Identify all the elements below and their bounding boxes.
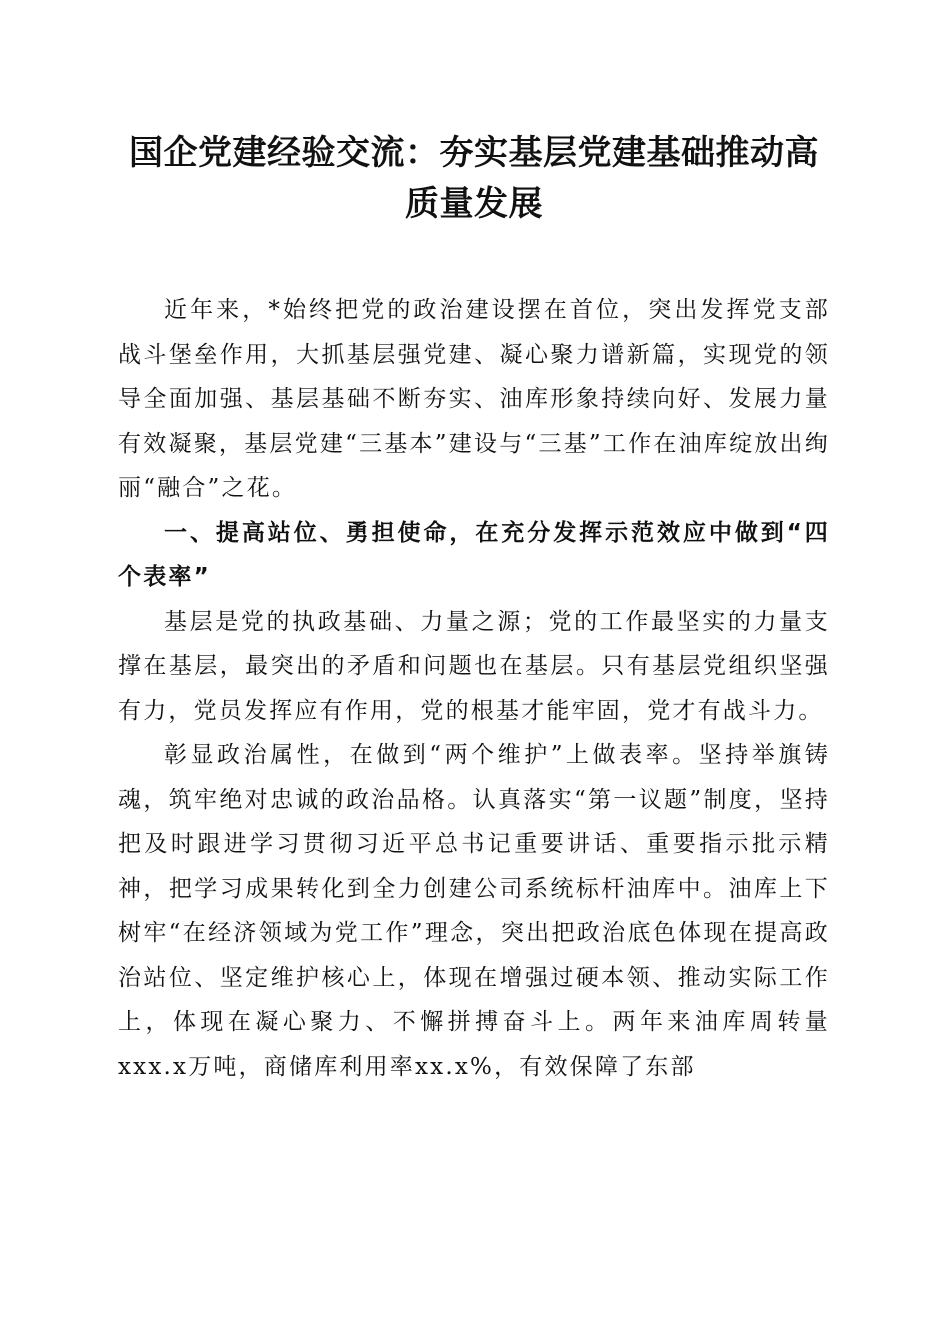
- intro-paragraph: 近年来，*始终把党的政治建设摆在首位，突出发挥党支部战斗堡垒作用，大抓基层强党建、凝心聚力谱新篇，实现党的领导全面加强、基层基础不断夯实、油库形象持续向好、发展力量有效凝聚，基层党建“三基本”建设与“三基”工作在油库绽放出绚丽“融合”之花。: [118, 297, 830, 501]
- document-content: [118, 128, 830, 1089]
- body-paragraph: 彰显政治属性，在做到“两个维护”上做表率。坚持举旗铸魂，筑牢绝对忠诚的政治品格。认真落实“第一议题”制度，坚持把及时跟进学习贯彻习近平总书记重要讲话、重要指示批示精神，把学习成果转化到全力创建公司系统标杆油库中。油库上下树牢“在经济领域为党工作”理念，突出把政治底色体现在提高政治站位、坚定维护核心上，体现在增强过硬本领、推动实际工作上，体现在凝心聚力、不懈拼搏奋斗上。两年来油库周转量xxx.x万吨，商储库利用率xx.x%，有效保障了东部: [118, 742, 830, 1080]
- body-paragraph: 基层是党的执政基础、力量之源；党的工作最坚实的力量支撑在基层，最突出的矛盾和问题也在基层。只有基层党组织坚强有力，党员发挥应有作用，党的根基才能牢固，党才有战斗力。: [118, 608, 830, 724]
- section-heading: 一、提高站位、勇担使命，在充分发挥示范效应中做到“四个表率”: [118, 519, 830, 590]
- document-body: [118, 288, 830, 1089]
- document-title: 国企党建经验交流：夯实基层党建基础推动高质量发展: [129, 133, 819, 224]
